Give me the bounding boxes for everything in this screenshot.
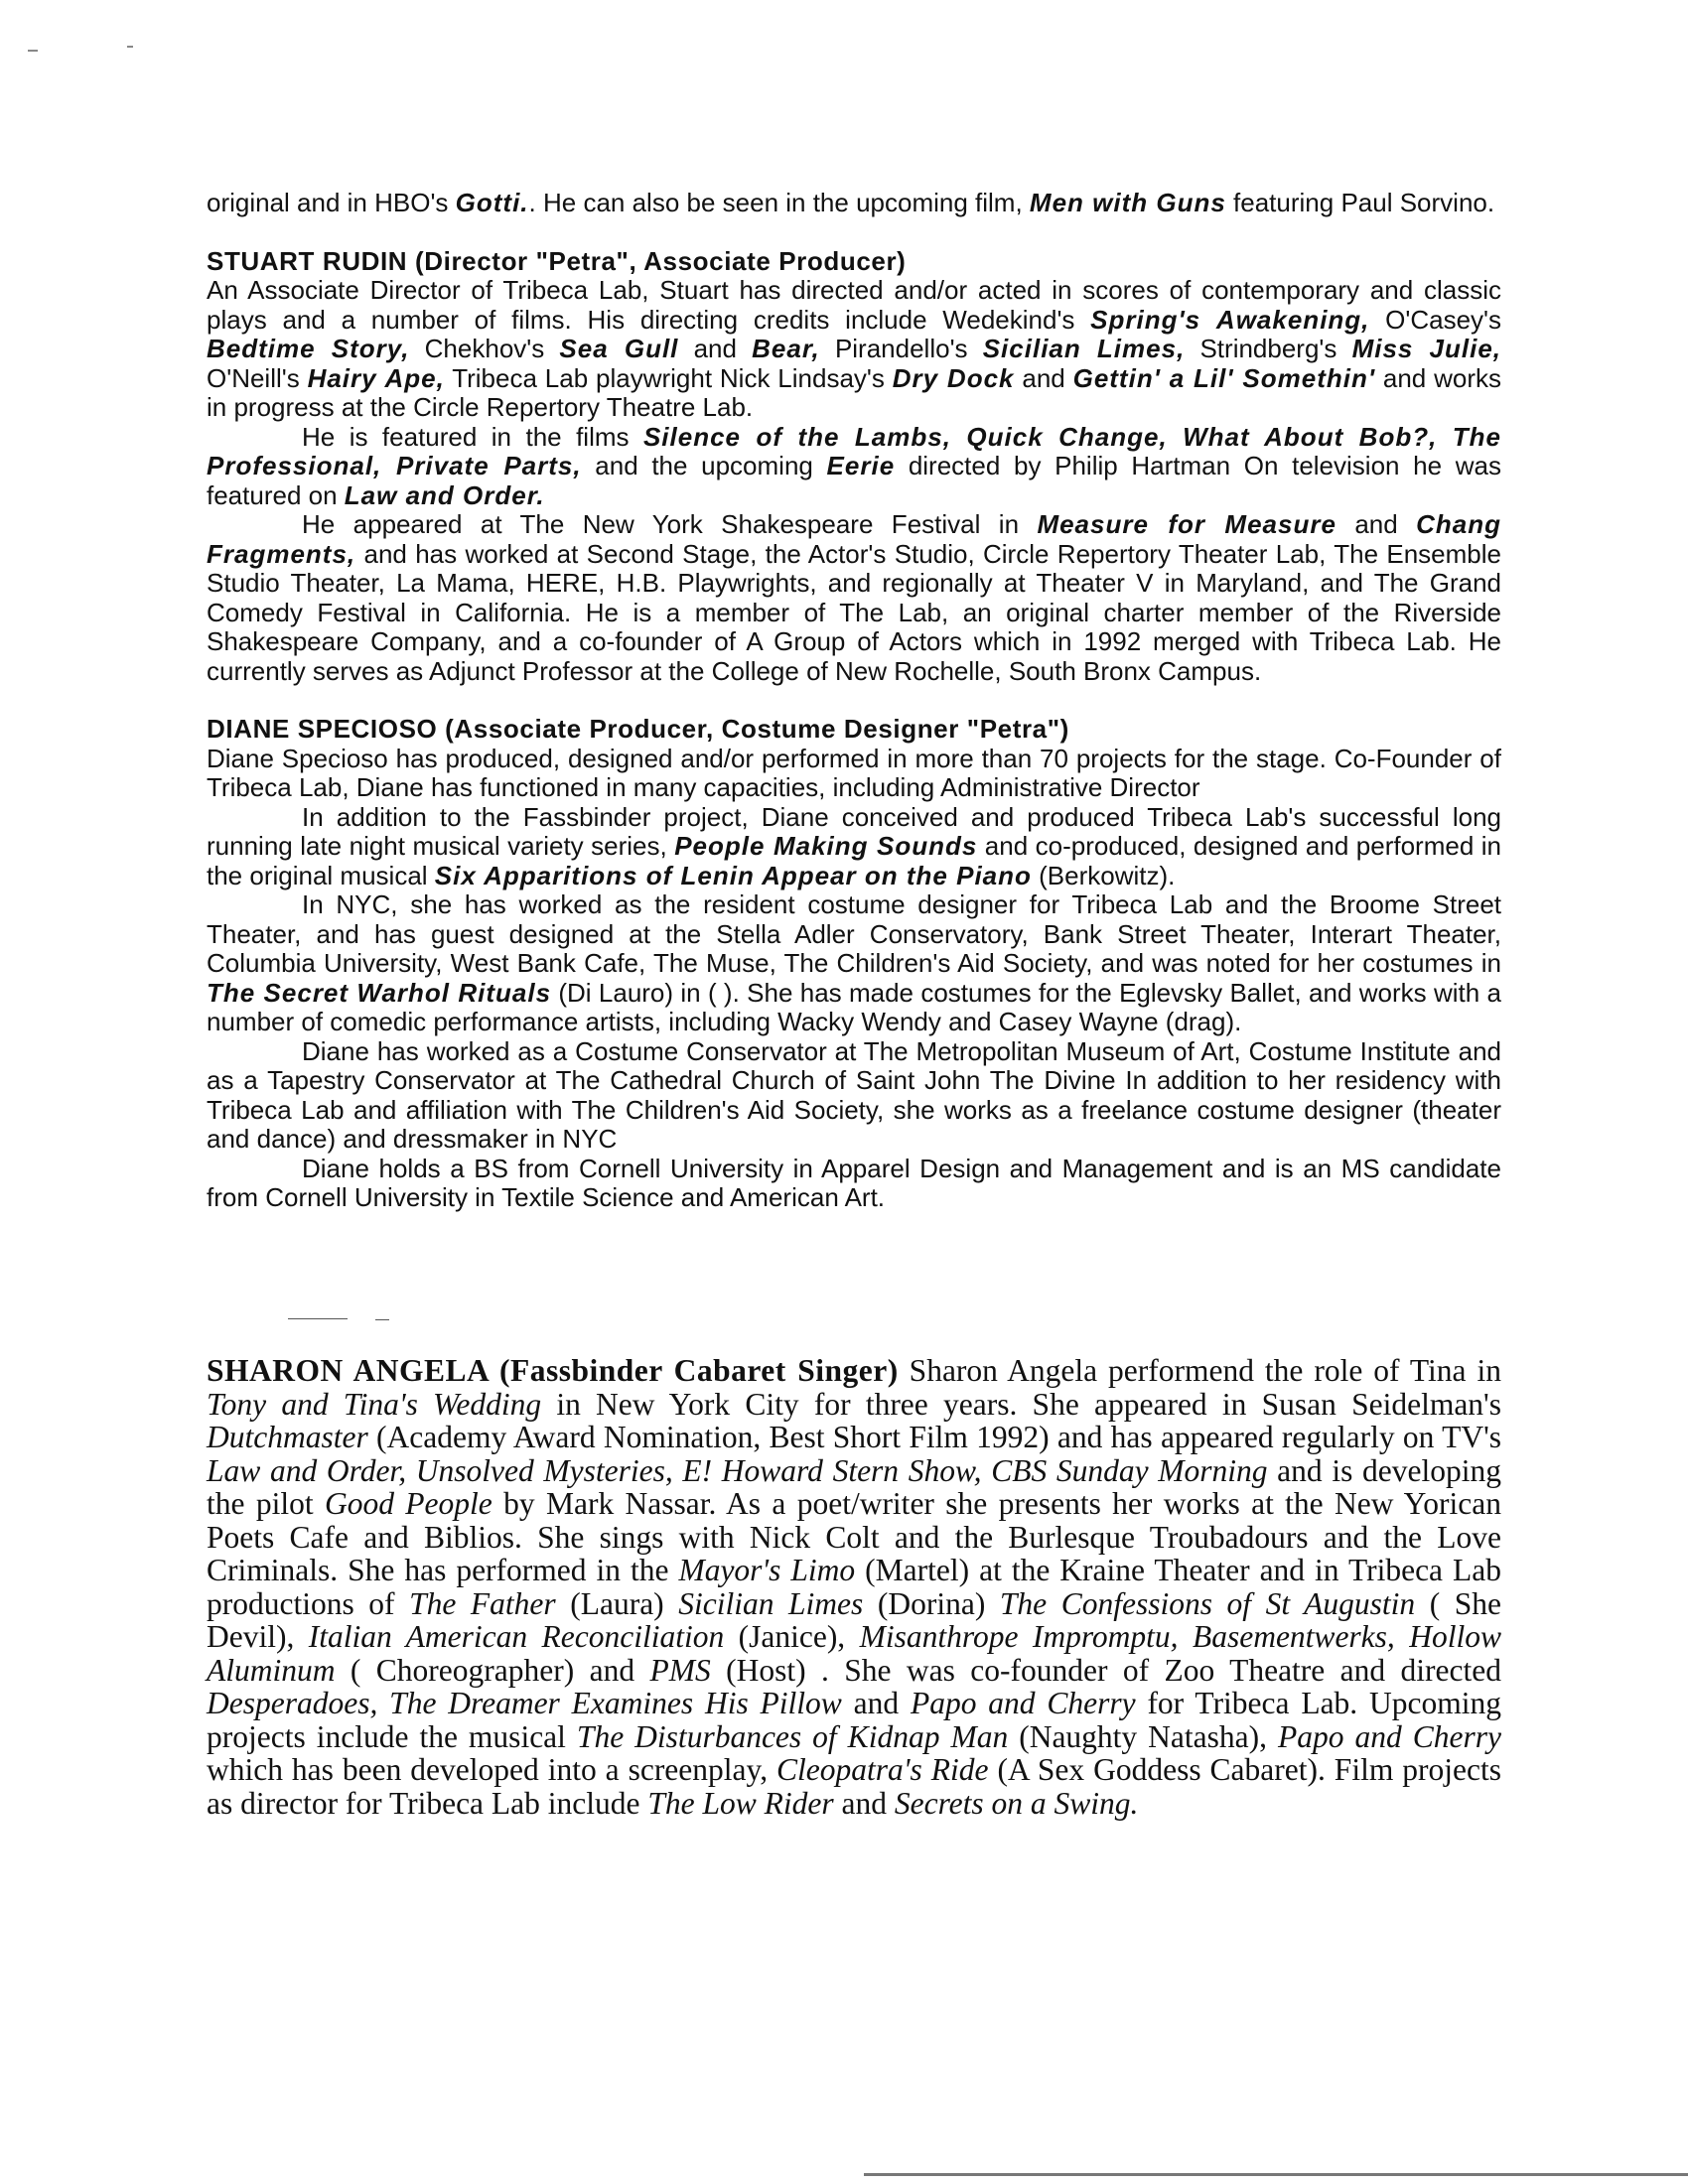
diane-paragraph-4: Diane has worked as a Costume Conservator at The Metropolitan Museum of Art, Costume Institute and as a Tapestry Conservator at The Cathedral Church of Saint John The Divine In addition to her residency with Tribeca Lab and affiliation with The Children's Aid Society, she works as a freelance costume designer (theater and dance) and dressmaker in NYC <box>207 1035 1501 1154</box>
diane-paragraph-1: Diane Specioso has produced, designed and/or performed in more than 70 projects for the stage. Co-Founder of Tribeca Lab, Diane has functioned in many capacities, including Administrative Director <box>207 743 1501 802</box>
scan-speck <box>127 46 133 48</box>
diane-heading: DIANE SPECIOSO (Associate Producer, Costume Designer "Petra") <box>207 714 1069 744</box>
stuart-heading: STUART RUDIN (Director "Petra", Associate Producer) <box>207 245 907 276</box>
scan-edge-line <box>864 2173 1688 2176</box>
sharon-paragraph: SHARON ANGELA (Fassbinder Cabaret Singer) Sharon Angela performend the role of Tina in Tony and Tina's Wedding in New York City for three years. She appeared in Susan Seidelman's Dutchmaster (Academy Award Nomination, Best Short Film 1992) and has appeared regularly on TV's Law and Order, Unsolved Mysteries, E! Howard Stern Show, CBS Sunday Morning and is developing the pilot Good People by Mark Nassar. As a poet/writer she presents her works at the New Yorican Poets Cafe and Biblios. She sings with Nick Colt and the Burlesque Troubadours and the Love Criminals. She has performed in the Mayor's Limo (Martel) at the Kraine Theater and in Tribeca Lab productions of The Father (Laura) Sicilian Limes (Dorina) The Confessions of St Augustin ( She Devil), Italian American Reconciliation (Janice), Misanthrope Impromptu, Basementwerks, Hollow Aluminum ( Choreographer) and PMS (Host) . She was co-founder of Zoo Theatre and directed Desperadoes, The Dreamer Examines His Pillow and Papo and Cherry for Tribeca Lab. Upcoming projects include the musical The Disturbances of Kidnap Man (Naughty Natasha), Papo and Cherry which has been developed into a screenplay, Cleopatra's Ride (A Sex Goddess Cabaret). Film projects as director for Tribeca Lab include The Low Rider and Secrets on a Swing. <box>207 1353 1502 1821</box>
diane-paragraph-5: Diane holds a BS from Cornell University in Apparel Design and Management and is an MS candidate from Cornell University in Textile Science and American Art. <box>207 1153 1501 1212</box>
intro-title-gotti: Gotti. <box>455 188 529 217</box>
diane-paragraph-3: In NYC, she has worked as the resident costume designer for Tribeca Lab and the Broome Street Theater, and has guest designed at the Stella Adler Conservatory, Bank Street Theater, Interart Theater, Columbia University, West Bank Cafe, The Muse, The Children's Aid Society, and was noted for her costumes in The Secret Warhol Rituals (Di Lauro) in ( ). She has made costumes for the Eglevsky Ballet, and works with a number of comedic performance artists, including Wacky Wendy and Casey Wayne (drag). <box>207 889 1501 1036</box>
intro-text: original and in HBO's <box>207 188 456 217</box>
intro-text: featuring Paul Sorvino. <box>1225 188 1495 217</box>
stuart-paragraph-2: He is featured in the films Silence of the Lambs, Quick Change, What About Bob?, The Professional, Private Parts, and the upcoming Eerie directed by Philip Hartman On television he was featured on Law and Order. <box>207 421 1502 510</box>
stuart-paragraph-3: He appeared at The New York Shakespeare Festival in Measure for Measure and Chang Fragments, and has worked at Second Stage, the Actor's Studio, Circle Repertory Theater Lab, The Ensemble Studio Theater, La Mama, HERE, H.B. Playwrights, and regionally at Theater V in Maryland, and The Grand Comedy Festival in California. He is a member of The Lab, an original charter member of the Riverside Shakespeare Company, and a co-founder of A Group of Actors which in 1992 merged with Tribeca Lab. He currently serves as Adjunct Professor at the College of New Rochelle, South Bronx Campus. <box>207 509 1501 686</box>
sharon-heading: SHARON ANGELA (Fassbinder Cabaret Singer) <box>207 1353 899 1388</box>
scan-speck <box>28 50 38 52</box>
stray-mark <box>288 1318 348 1319</box>
stuart-paragraph-1: An Associate Director of Tribeca Lab, Stuart has directed and/or acted in scores of contemporary and classic plays and a number of films. His directing credits include Wedekind's Spring's Awakening, O'Casey's Bedtime Story, Chekhov's Sea Gull and Bear, Pirandello's Sicilian Limes, Strindberg's Miss Julie, O'Neill's Hairy Ape, Tribeca Lab playwright Nick Lindsay's Dry Dock and Gettin' a Lil' Somethin' and works in progress at the Circle Repertory Theatre Lab. <box>207 275 1502 422</box>
intro-paragraph <box>207 189 1501 218</box>
intro-text: . He can also be seen in the upcoming film, <box>528 188 1030 217</box>
bio-section-serif <box>207 1354 1501 1820</box>
intro-title-men-with-guns: Men with Guns <box>1029 188 1226 217</box>
bio-section-sans <box>207 189 1501 1213</box>
diane-paragraph-2: In addition to the Fassbinder project, Diane conceived and produced Tribeca Lab's successful long running late night musical variety series, People Making Sounds and co-produced, designed and performed in the original musical Six Apparitions of Lenin Appear on the Piano (Berkowitz). <box>207 801 1502 890</box>
stray-mark <box>375 1319 389 1320</box>
